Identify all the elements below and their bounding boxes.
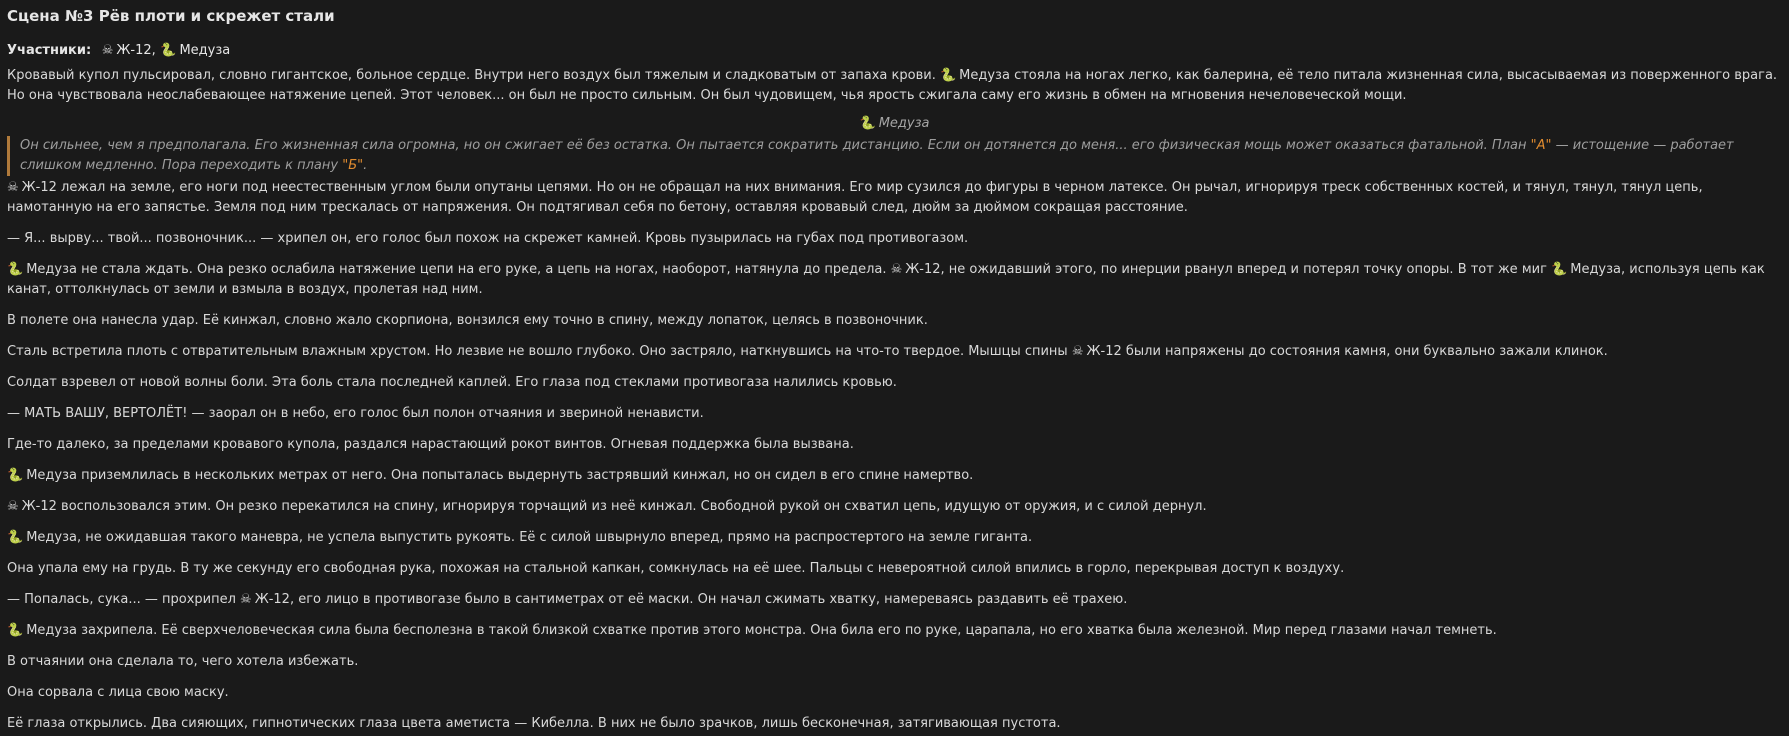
paragraph: — Я... вырву... твой... позвоночник... — хрипел он, его голос был похож на скрежет камней. Кровь пузырилась на губах под противогазом. <box>7 231 969 246</box>
paragraph <box>7 528 1782 548</box>
character-name: Ж-12, <box>254 592 295 607</box>
scene-title: Сцена №3 Рёв плоти и скрежет стали <box>7 7 335 25</box>
paragraph: Где-то далеко, за пределами кровавого купола, раздался нарастающий рокот винтов. Огневая поддержка была вызвана. <box>7 437 854 452</box>
plan-a-highlight: "А" <box>1530 138 1552 153</box>
character-name: Медуза <box>26 623 77 638</box>
snake-icon: 🐍 <box>7 530 24 545</box>
paragraph-text: воспользовался этим. Он резко перекатился на спину, игнорируя торчащий из неё кинжал. Свободной рукой он схватил цепь, идущую от оружия, и с силой дернул. <box>61 499 1207 514</box>
participants-line <box>7 41 1782 61</box>
quote-text: Он сильнее, чем я предполагала. Его жизненная сила огромна, но он сжигает её без остатка. Он пытается сократить дистанцию. Если он дотянется до меня... его физическая мощь может оказаться фатальной. План <box>20 138 1527 153</box>
paragraph-text: не стала ждать. Она резко ослабила натяжение цепи на его руке, а цепь на ногах, наоборот, натянула до предела. <box>81 262 887 277</box>
character-name: Медуза <box>26 262 77 277</box>
paragraph <box>7 621 1782 641</box>
quote-end: . <box>363 158 368 173</box>
paragraph-text: не ожидавший этого, по инерции рванул вперед и потерял точку опоры. В тот же миг <box>948 262 1547 277</box>
paragraph-text: стояла на ногах легко, как балерина, её тело питала жизненная сила, высасываемая из поверженного врага. Но она чувствовала неослабевающее натяжение цепей. Этот человек... он был не просто сильным. Он был чудовищем, чья ярость сжигала саму его жизнь в обмен на мгновения нечеловеческой мощи. <box>7 68 1778 103</box>
paragraph: Она упала ему на грудь. В ту же секунду его свободная рука, похожая на стальной капкан, сомкнулась на её шее. Пальцы с невероятной силой впились в горло, перекрывая доступ к воздуху. <box>7 561 1345 576</box>
snake-icon: 🐍 <box>7 468 24 483</box>
paragraph-text: его лицо в противогазе было в сантиметрах от её маски. Он начал сжимать хватку, намереваясь раздавить её трахею. <box>298 592 1128 607</box>
snake-icon: 🐍 <box>7 623 24 638</box>
paragraph: — МАТЬ ВАШУ, ВЕРТОЛЁТ! — заорал он в небо, его голос был полон отчаяния и звериной ненависти. <box>7 406 704 421</box>
quote-text: — истощение — работает слишком медленно. Пора переходить к плану <box>20 138 1734 173</box>
paragraph-text: используя цепь как канат, оттолкнулась от земли и взмыла в воздух, пролетая над ним. <box>7 262 1765 297</box>
character-name: Медуза, <box>26 530 82 545</box>
thought-speaker <box>7 114 1782 134</box>
paragraph: В отчаянии она сделала то, чего хотела избежать. <box>7 654 359 669</box>
paragraph-text: лежал на земле, его ноги под неестественным углом были опутаны цепями. Но он не обращал на них внимания. Его мир сузился до фигуры в черном латексе. Он рычал, игнорируя треск собственных костей, и тянул, тянул, тянул цепь, намотанную на его запястье. Земля под ним трескалась от напряжения. Он подтягивал себя по бетону, оставляя кровавый след, дюйм за дюймом сокращая расстояние. <box>7 180 1703 215</box>
participants-label: Участники: <box>7 43 92 58</box>
paragraph: Она сорвала с лица свою маску. <box>7 685 229 700</box>
paragraph <box>7 497 1782 517</box>
character-name: Ж-12 <box>21 180 57 195</box>
paragraph <box>7 66 1782 106</box>
paragraph-text: захрипела. Её сверхчеловеческая сила была бесполезна в такой близкой схватке против этого монстра. Она била его по руке, царапала, но его хватка была железной. Мир перед глазами начал темнеть. <box>81 623 1497 638</box>
speaker-name: Медуза <box>878 116 930 131</box>
participant-medusa: Медуза <box>179 43 231 58</box>
participant-zh12: Ж-12, <box>116 43 156 58</box>
plan-b-highlight: "Б" <box>342 158 364 173</box>
skull-icon: ☠ <box>101 43 114 58</box>
snake-icon: 🐍 <box>160 43 177 58</box>
character-name: Ж-12 <box>1086 344 1122 359</box>
paragraph <box>7 342 1782 362</box>
skull-icon: ☠ <box>890 262 903 277</box>
snake-icon: 🐍 <box>859 116 876 131</box>
paragraph-text: Сталь встретила плоть с отвратительным влажным хрустом. Но лезвие не вошло глубоко. Оно застряло, наткнувшись на что-то твердое. Мышцы спины <box>7 344 1068 359</box>
paragraph <box>7 178 1782 218</box>
paragraph-text: Кровавый купол пульсировал, словно гигантское, больное сердце. Внутри него воздух был тяжелым и сладковатым от запаха крови. <box>7 68 936 83</box>
skull-icon: ☠ <box>7 180 19 195</box>
snake-icon: 🐍 <box>1551 262 1568 277</box>
paragraph-text: приземлилась в нескольких метрах от него. Она попыталась выдернуть застрявший кинжал, но он сидел в его спине намертво. <box>81 468 974 483</box>
paragraph: Солдат взревел от новой волны боли. Эта боль стала последней каплей. Его глаза под стеклами противогаза налились кровью. <box>7 375 897 390</box>
paragraph <box>7 466 1782 486</box>
character-name: Медуза <box>959 68 1010 83</box>
paragraph: В полете она нанесла удар. Её кинжал, словно жало скорпиона, вонзился ему точно в спину, между лопаток, целясь в позвоночник. <box>7 313 928 328</box>
paragraph <box>7 260 1782 300</box>
character-name: Ж-12 <box>21 499 57 514</box>
paragraph-text: не ожидавшая такого маневра, не успела выпустить рукоять. Её с силой швырнуло вперед, прямо на распростертого на земле гиганта. <box>85 530 1033 545</box>
paragraph: Её глаза открылись. Два сияющих, гипнотических глаза цвета аметиста — Кибелла. В них не было зрачков, лишь бесконечная, затягивающая пустота. <box>7 716 1061 731</box>
skull-icon: ☠ <box>240 592 252 607</box>
snake-icon: 🐍 <box>939 68 957 83</box>
skull-icon: ☠ <box>1071 344 1084 359</box>
paragraph-text: были напряжены до состояния камня, они буквально зажали клинок. <box>1125 344 1608 359</box>
thought-quote <box>7 136 1782 176</box>
character-name: Ж-12, <box>905 262 945 277</box>
snake-icon: 🐍 <box>7 262 24 277</box>
paragraph-text: — Попалась, сука... — прохрипел <box>7 592 236 607</box>
character-name: Медуза <box>26 468 77 483</box>
skull-icon: ☠ <box>7 499 19 514</box>
character-name: Медуза, <box>1570 262 1626 277</box>
paragraph <box>7 590 1782 610</box>
